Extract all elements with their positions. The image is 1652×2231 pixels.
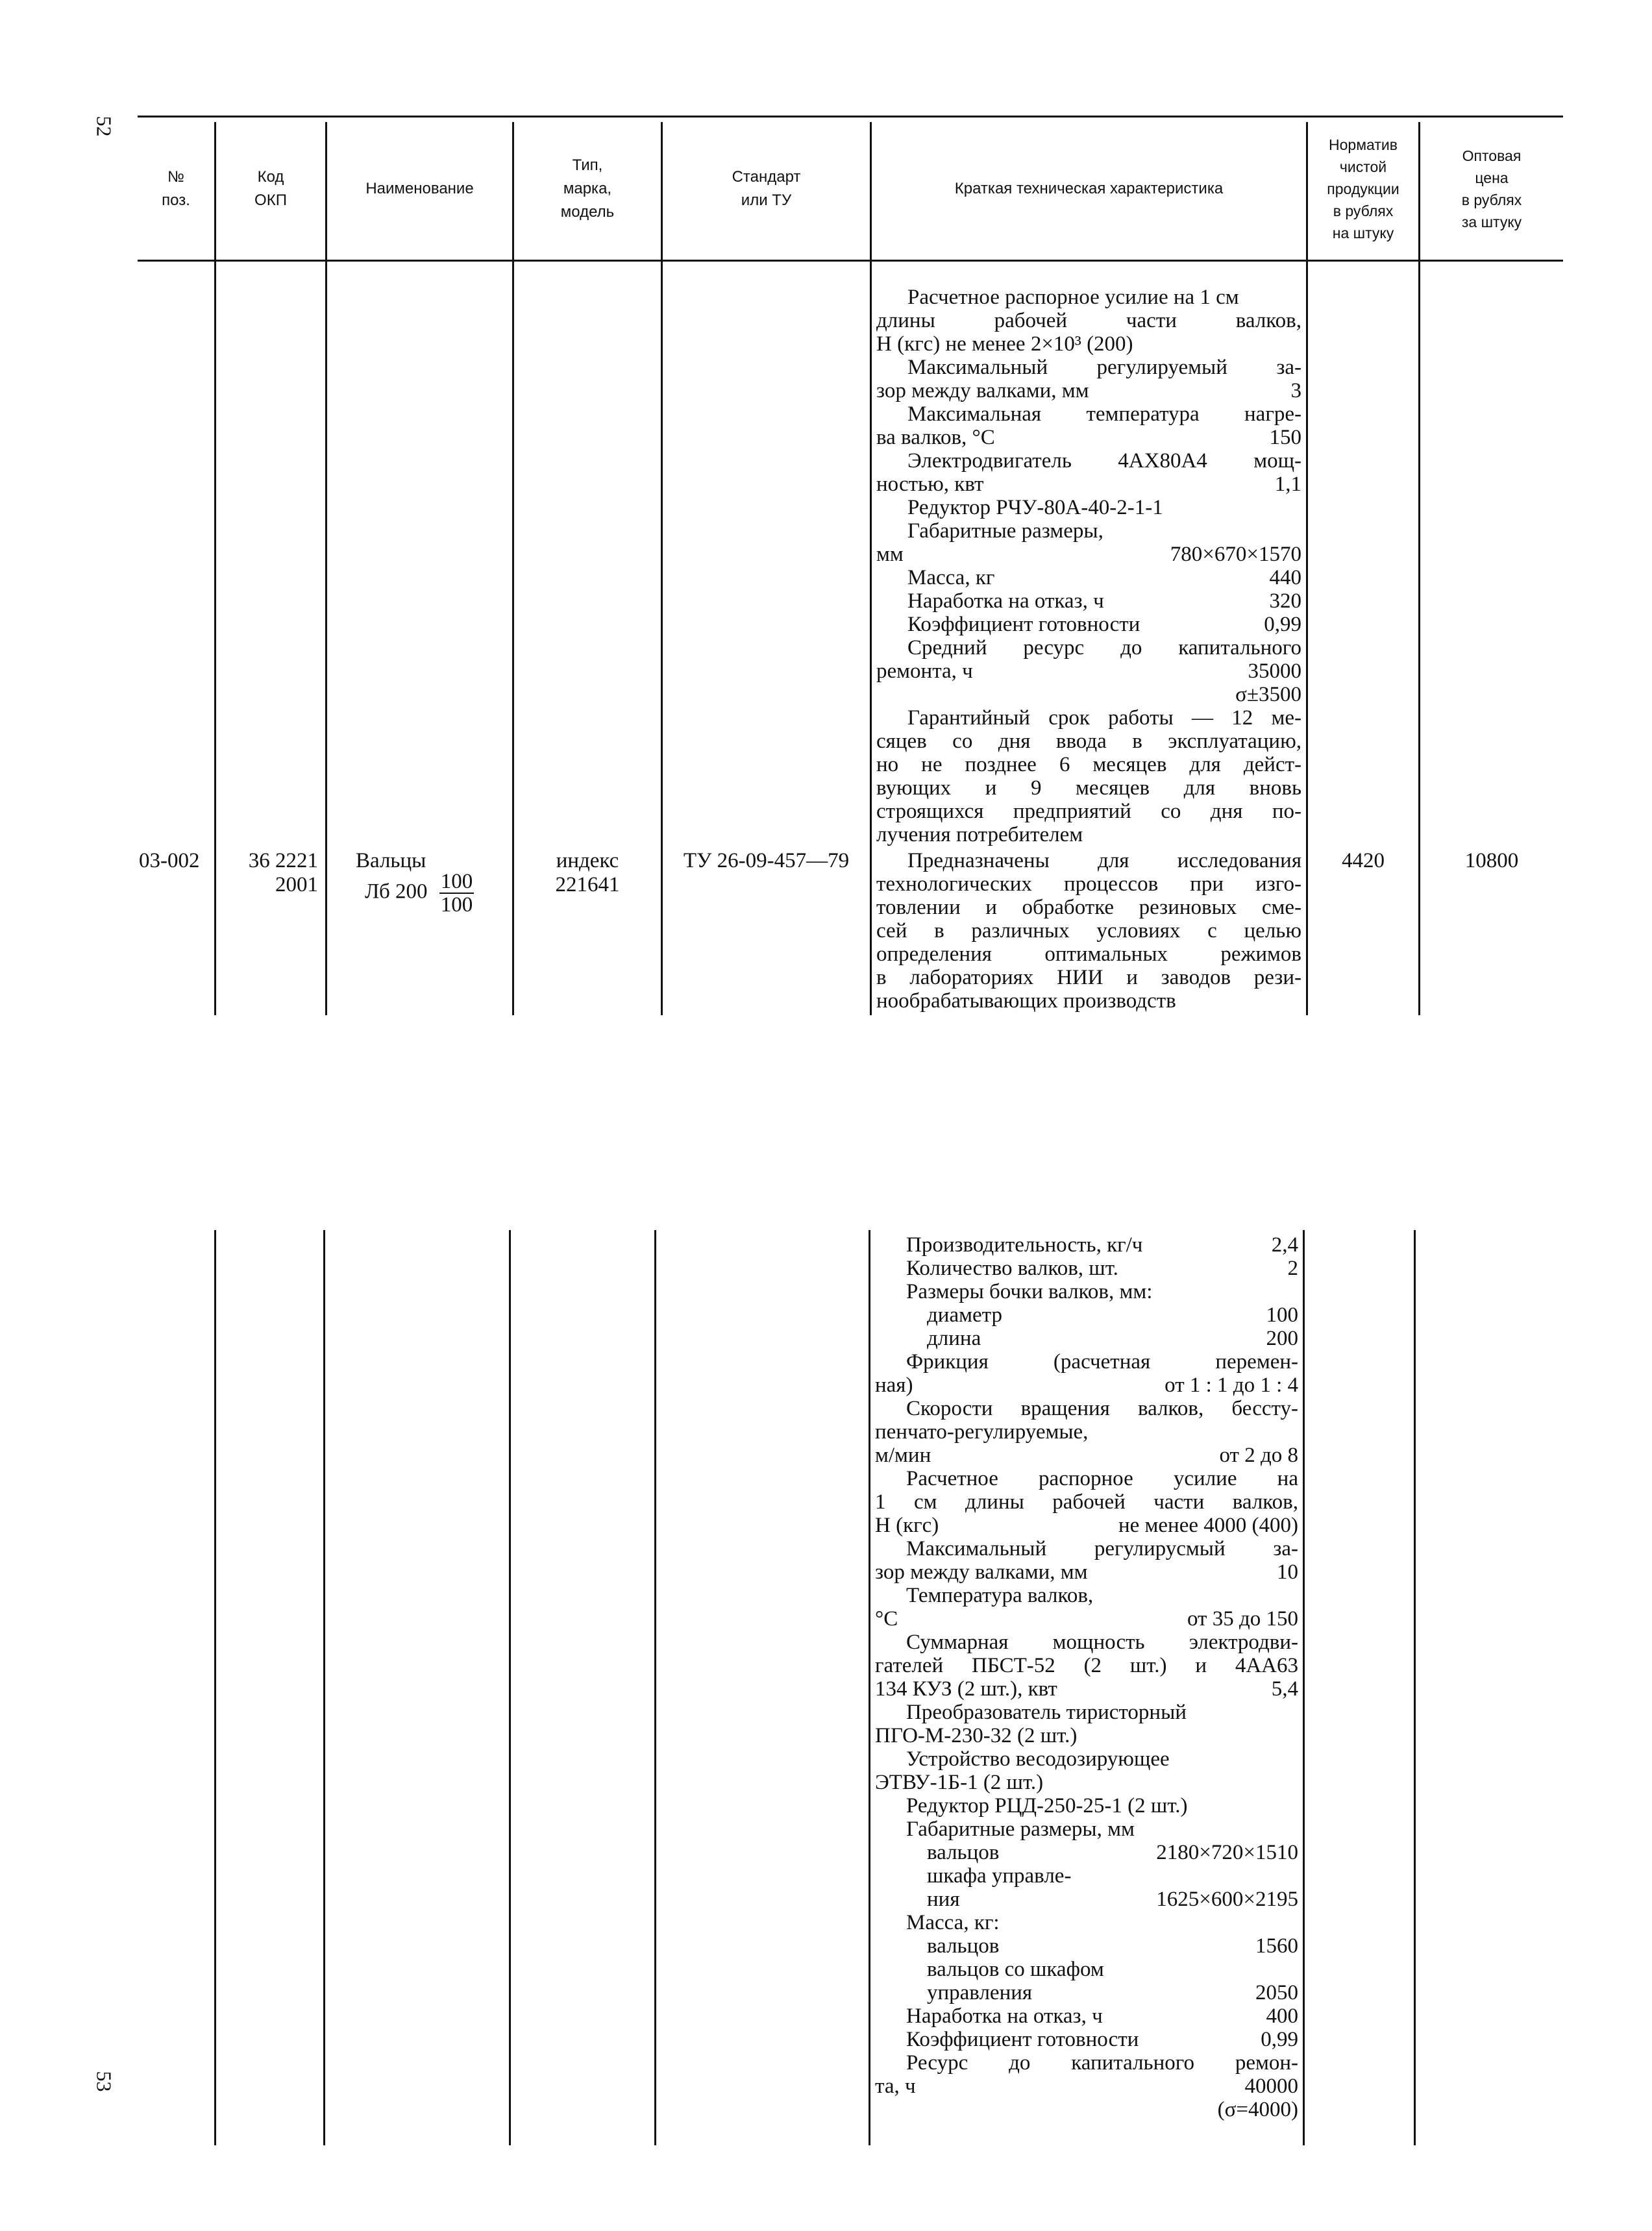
tech-characteristics-bottom [875,1233,1298,2121]
tech-line-label: зор между валками, мм [876,379,1089,402]
tech-line [876,426,1301,449]
tech-line-label: ностью, квт [876,473,984,496]
header-pos: № поз. [162,168,190,209]
tech-line: Средний ресурс до капитального [907,636,1301,659]
header-standard: Стандарт или ТУ [732,168,801,209]
tech-line-label: ЭТВУ-1Б-1 (2 шт.) [875,1771,1044,1794]
tech-line-label: Количество валков, шт. [906,1257,1118,1280]
item-model-fraction [439,870,475,916]
tech-line-label: лучения потребителем [876,823,1083,846]
tech-line-label: вальцов со шкафом [927,1958,1104,1981]
tech-line [875,1911,1298,1934]
tech-line-label: длина [927,1327,981,1350]
tech-line-value: (σ=4000) [1217,2098,1298,2121]
tech-line-label: Преобразователь тиристорный [906,1701,1187,1724]
item-code-line-1: 36 2221 [248,849,318,872]
item-name [356,849,512,916]
tech-line-label: нообрабатывающих производств [876,989,1176,1013]
tech-line [875,1771,1298,1794]
tech-line: сей в различных условиях с целью [876,919,1301,943]
tech-line [876,496,1301,519]
tech-line-value: 2 [1287,1257,1298,1280]
tech-line-value: 2,4 [1271,1233,1298,1257]
item-model [365,870,512,916]
tech-line-label: ная) [875,1374,913,1397]
tech-line-label: Габаритные размеры, мм [906,1818,1135,1841]
tech-line: Гарантийный срок работы — 12 ме- [907,706,1301,730]
tech-line [876,543,1301,566]
tech-line-label: Коэффициент готовности [907,613,1140,636]
item-name-text: Вальцы [356,849,426,872]
tech-line-value: 100 [1266,1303,1298,1327]
tech-line-label: Производительность, кг/ч [906,1233,1143,1257]
tech-line [875,1677,1298,1701]
tech-line: в лабораториях НИИ и заводов рези- [876,966,1301,989]
tech-line-value: 40000 [1244,2075,1298,2098]
tech-line [875,1560,1298,1584]
tech-line-label: Устройство весодозирующее [906,1747,1170,1771]
tech-line-label: диаметр [927,1303,1002,1327]
tech-line [876,589,1301,613]
tech-line-value: 2050 [1255,1981,1298,2004]
tech-line-value: 1,1 [1274,473,1301,496]
tech-line: 1 см длины рабочей части валков, [875,1490,1298,1514]
tech-line: Расчетное распорное усилие на [906,1467,1298,1490]
tech-line-label: Редуктор РЦД-250-25-1 (2 шт.) [906,1794,1188,1818]
tech-line-label: шкафа управле- [927,1864,1072,1888]
tech-line [876,989,1301,1013]
tech-line-value: σ±3500 [1235,683,1301,706]
tech-line-label: Наработка на отказ, ч [907,589,1104,613]
tech-line-label: Наработка на отказ, ч [906,2004,1103,2028]
header-name: Наименование [365,180,474,197]
tech-line-label: пенчато-регулируемые, [875,1420,1089,1444]
tech-line [875,1607,1298,1631]
tech-line: гателей ПБСТ-52 (2 шт.) и 4АА63 [875,1654,1298,1677]
tech-line [876,566,1301,589]
tech-line [875,1794,1298,1818]
tech-line-label: Масса, кг: [906,1911,1000,1934]
tech-line [875,1327,1298,1350]
tech-line [875,1888,1298,1911]
item-code-line-2: 2001 [275,873,318,896]
item-code [221,849,318,897]
tech-line-value: 35000 [1248,659,1301,683]
item-model-prefix: Лб 200 [365,880,428,904]
tech-line-label: Н (кгс) [875,1514,939,1537]
tech-line [875,1958,1298,1981]
tech-line-label: вальцов [927,1934,1000,1958]
tech-line-value: 0,99 [1264,613,1301,636]
item-pos: 03-002 [139,849,200,872]
tech-line-label: Габаритные размеры, [907,519,1103,543]
col-rule [509,1230,511,2145]
tech-line-value: от 1 : 1 до 1 : 4 [1165,1374,1298,1397]
tech-line-label: вальцов [927,1841,1000,1864]
col-rule [1414,1230,1416,2145]
tech-line [875,1584,1298,1607]
tech-line-value: 0,99 [1261,2028,1298,2051]
col-rule [214,1230,216,2145]
header-tech: Краткая техническая характеристика [954,180,1224,197]
col-rule [1303,1230,1305,2145]
tech-line [875,2098,1298,2121]
tech-line [875,1701,1298,1724]
tech-line [875,1841,1298,1864]
tech-line-value: 440 [1269,566,1301,589]
tech-line [875,1233,1298,1257]
tech-line: Ресурс до капитального ремон- [906,2051,1298,2075]
tech-line [875,1257,1298,1280]
header-code: Код ОКП [254,168,287,209]
tech-line-value: 1560 [1255,1934,1298,1958]
col-rule [654,1230,656,2145]
tech-line [875,1303,1298,1327]
table-top-rule [138,116,1563,117]
tech-line: технологических процессов при изго- [876,872,1301,896]
page-number-bottom: 53 [92,2071,116,2092]
tech-line-label: ва валков, °С [876,426,995,449]
item-price: 10800 [1464,849,1519,872]
tech-characteristics-top [876,286,1301,846]
tech-line-label: °С [875,1607,898,1631]
tech-line-label: Коэффициент готовности [906,2028,1139,2051]
tech-line-value: 200 [1266,1327,1298,1350]
item-type-line-1: индекс [556,849,619,872]
tech-line [875,2004,1298,2028]
item-model-denominator: 100 [440,893,473,917]
tech-line-label: зор между валками, мм [875,1560,1088,1584]
item-model-numerator: 100 [440,870,473,893]
tech-line [875,1444,1298,1467]
tech-line-label: 134 КУЗ (2 шт.), квт [875,1677,1057,1701]
tech-line-value: от 2 до 8 [1219,1444,1298,1467]
tech-line: определения оптимальных режимов [876,943,1301,966]
tech-line-value: 1625×600×2195 [1156,1888,1298,1911]
tech-line-label: Температура валков, [906,1584,1094,1607]
tech-line-label: м/мин [875,1444,931,1467]
header-type: Тип, марка, модель [560,156,615,221]
tech-line-label: Редуктор РЧУ-80А-40-2-1-1 [907,496,1163,519]
tech-line-value: 150 [1269,426,1301,449]
tech-line-label: ния [927,1888,960,1911]
tech-line-value: 5,4 [1271,1677,1298,1701]
tech-line-value: 10 [1277,1560,1298,1584]
col-rule [323,1230,325,2145]
tech-line [876,379,1301,402]
tech-line [875,1747,1298,1771]
tech-line [875,1934,1298,1958]
tech-line: Фрикция (расчетная перемен- [906,1350,1298,1374]
tech-line-value: 3 [1290,379,1301,402]
header-price: Оптовая цена в рублях за штуку [1461,147,1522,230]
item-norm: 4420 [1342,849,1385,872]
tech-line: длины рабочей части валков, [876,309,1301,332]
item-standard: ТУ 26-09-457—79 [683,849,850,872]
tech-line-label: та, ч [875,2075,916,2098]
tech-line-value: 780×670×1570 [1170,543,1301,566]
tech-line [875,1514,1298,1537]
table-header-rule [138,260,1563,262]
tech-line [876,823,1301,846]
tech-line: Электродвигатель 4АХ80А4 мощ- [907,449,1301,473]
item-type [514,849,661,897]
tech-line [875,1280,1298,1303]
tech-line-label: ремонта, ч [876,659,973,683]
tech-line [875,1724,1298,1747]
tech-line-label: Масса, кг [907,566,995,589]
tech-line [876,286,1301,309]
tech-line-value: от 35 до 150 [1187,1607,1298,1631]
header-norm: Норматив чистой продукции в рублях на штуку [1327,136,1399,241]
tech-line: вующих и 9 месяцев для вновь [876,776,1301,800]
tech-line-label: управления [927,1981,1033,2004]
tech-line-value: 2180×720×1510 [1156,1841,1298,1864]
col-rule [869,1230,870,2145]
tech-line-label: ПГО-М-230-32 (2 шт.) [875,1724,1078,1747]
tech-line: Максимальный регулирусмый за- [906,1537,1298,1560]
tech-line-value: не менее 4000 (400) [1118,1514,1298,1537]
tech-line-value: 320 [1269,589,1301,613]
tech-line-label: Размеры бочки валков, мм: [906,1280,1153,1303]
tech-line [876,683,1301,706]
tech-purpose [876,849,1301,1013]
tech-line: Скорости вращения валков, бессту- [906,1397,1298,1420]
tech-line [875,1420,1298,1444]
tech-line: Суммарная мощность электродви- [906,1631,1298,1654]
tech-line [876,332,1301,356]
tech-line: Максимальная температура нагре- [907,402,1301,426]
tech-line-label: мм [876,543,904,566]
item-type-line-2: 221641 [555,873,620,896]
tech-line: но не позднее 6 месяцев для дейст- [876,753,1301,776]
page-number-top: 52 [92,116,116,137]
tech-line: Предназначены для исследования [907,849,1301,872]
tech-line-value: 400 [1266,2004,1298,2028]
tech-line [875,2028,1298,2051]
tech-line [875,1981,1298,2004]
tech-line [875,2075,1298,2098]
tech-line [875,1374,1298,1397]
tech-line [876,613,1301,636]
tech-line [875,1818,1298,1841]
tech-line: товлении и обработке резиновых сме- [876,896,1301,919]
tech-line: строящихся предприятий со дня по- [876,800,1301,823]
tech-line [875,1864,1298,1888]
tech-line-label: Расчетное распорное усилие на 1 см [907,286,1239,309]
tech-line [876,473,1301,496]
tech-line: Максимальный регулируемый за- [907,356,1301,379]
tech-line-label: Н (кгс) не менее 2×10³ (200) [876,332,1133,356]
tech-line: сяцев со дня ввода в эксплуатацию, [876,730,1301,753]
tech-line [876,519,1301,543]
tech-line [876,659,1301,683]
